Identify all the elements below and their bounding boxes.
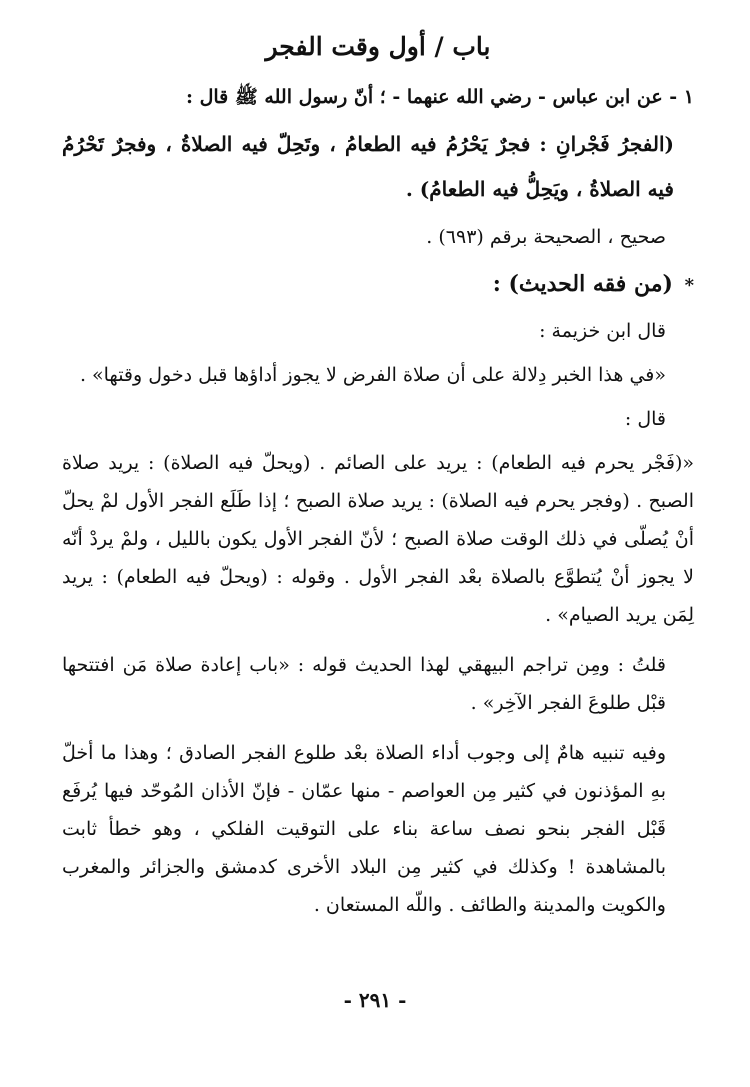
fiqh-heading [62, 264, 694, 306]
warning-paragraph: وفيه تنبيه هامٌ إلى وجوب أداء الصلاة بعْد طلوع الفجر الصادق ؛ وهذا ما أخلّ بهِ المؤذنون في كثير مِن العواصم - منها عمّان - فإنّ الأذان المُوحّد فيها يُرفَع قَبْل الفجر بنحو نصف ساعة بناء على التوقيت الفلكي ، وهو خطأ ثابت بالمشاهدة ! وكذلك في كثير مِن البلاد الأخرى كدمشق والجزائر والمغرب والكويت والمدينة والطائف . واللّه المستعان . [62, 742, 666, 916]
hadith-grading: صحيح ، الصحيحة برقم (٦٩٣) . [426, 226, 666, 248]
explanation-paragraph: «(فَجْر يحرم فيه الطعام) : يريد على الصائم . (ويحلّ فيه الصلاة) : يريد صلاة الصبح . (وفجر يحرم فيه الصلاة) : يريد صلاة الصبح ؛ إذا طَلَع الفجر الأول لمْ يحلّ أنْ يُصلّى في ذلك الوقت صلاة الصبح ؛ لأنّ الفجر الأول يكون بالليل ، ولمْ يردْ أنّه لا يجوز أنْ يُتطوَّع بالصلاة بعْد الفجر الأول . وقوله : (ويحلّ فيه الطعام) : يريد لِمَن يريد الصيام» . [62, 452, 694, 626]
page-number: - ٢٩١ - [343, 988, 407, 1012]
hadith-intro: ١ - عن ابن عباس - رضي الله عنهما - ؛ أنّ رسول الله ﷺ قال : [185, 86, 694, 108]
qala-label: قال : [624, 408, 666, 430]
hadith-text: (الفجرُ فَجْرانِ : فجرٌ يَحْرُمُ فيه الطعامُ ، وتَحِلّ فيه الصلاةُ ، وفجرٌ تَحْرُمُ فيه الصلاةُ ، ويَحِلُّ فيه الطعامُ) . [62, 132, 674, 201]
chapter-title: باب / أول وقت الفجر [265, 32, 491, 61]
ibn-khuzayma-intro: قال ابن خزيمة : [539, 320, 666, 342]
bayhaqi-paragraph: قلتُ : ومِن تراجم البيهقي لهذا الحديث قوله : «باب إعادة صلاة مَن افتتحها قبْل طلوعَ الفجر الآخِر» . [62, 654, 666, 714]
star-icon: * [684, 275, 694, 296]
fiqh-heading-label: (من فقه الحديث) : [492, 271, 673, 297]
ibn-khuzayma-quote: «في هذا الخبر دِلالة على أن صلاة الفرض لا يجوز أداؤها قبل دخول وقتها» . [79, 364, 666, 386]
